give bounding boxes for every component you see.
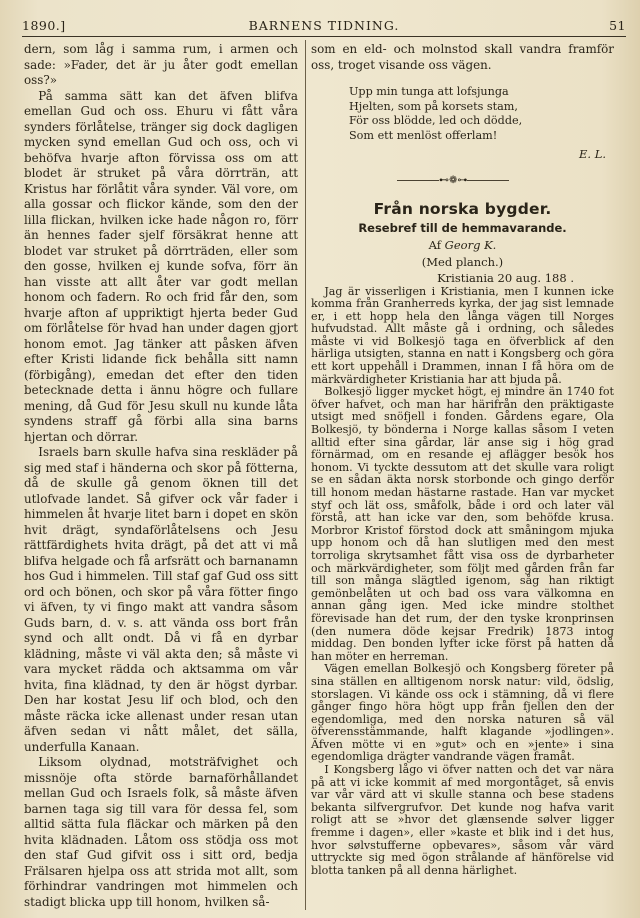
left-column — [24, 42, 298, 910]
paragraph: Bolkesjö ligger mycket högt, ej mindre än 1740 fot öfver hafvet, och man har härifrån den präktigaste utsigt med snöfjell i fonden. Gårdens egare, Ola Bolkesjö, ty bönderna i Norge kallas såsom I veten alltid efter sina gårdar, lär anse sig i hög grad förnärmad, om en resande ej aflägger besök hos honom. Vi tyckte dessutom att det skulle vara roligt se en sådan äkta norsk storbonde och gingo derför till honom medan hästarne rastade. Han var mycket styf och lät oss, småfolk, både i ord och later väl förstå, att han icke var den, som behöfde krusa. Morbror Kristof förstod dock att småningom mjuka upp honom och då han slutligen med den mest torroliga skrytsamhet fått visa oss de dyrbarheter och märkvärdigheter, som följt med gården från far till son många slägtled igenom, såg han riktigt gemönbelåten ut och bad oss vara välkomna en annan gång igen. Med icke mindre stolthet förevisade han det rum, der den tyske kronprinsen (den numera döde kejsar Fredrik) 1873 intog middag. Den bonden lyfter icke först på hatten då han möter en herreman. — [311, 385, 614, 663]
byline-prefix: Af — [428, 237, 441, 252]
article-byline — [311, 237, 614, 254]
page-header — [22, 14, 626, 37]
poem-signature: E. L. — [579, 147, 606, 161]
ornament-rule — [467, 180, 509, 181]
paragraph: Vägen emellan Bolkesjö och Kongsberg företer på sina ställen en alltigenom norsk natur: vild, ödslig, storslagen. Vi kände oss ock i stämning, då vi flere gånger fingo höra högt upp från fjellen den der egendomliga, med den norska naturen så väl öfverensstämmande, halft klagande »jodlingen». Äfven mötte vi en »gut» och en »jente» i sina egendomliga drägter vandrande vägen framåt. — [311, 662, 614, 764]
paragraph: dern, som låg i samma rum, i armen och sade: »Fader, det är ju åter godt emellan oss?» — [24, 42, 298, 87]
poem-line: Som ett menlöst offerlam! — [349, 128, 498, 142]
paragraph: I Kongsberg lågo vi öfver natten och det var nära på att vi icke kommit af med morgontåget, så envis var vår värd att vi skulle stanna och bese stadens bekanta silfvergrufvor. Det kunde nog hafva varit roligt att se »hvor det glænsende sølver ligger fremme i dagen», eller »kaste et blik ind i det hus, hvor sølvstufferne opbevares», såsom vår värd uttryckte sig med ögon strålande af hänförelse vid blotta tanken på all denna härlighet. — [311, 763, 614, 877]
section-ornament — [311, 173, 614, 187]
poem-line: Hjelten, som på korsets stam, — [349, 99, 518, 113]
article-title: Från norska bygder. — [373, 199, 552, 218]
ornament-rule — [397, 180, 439, 181]
poem-line: Upp min tunga att lofsjunga — [349, 85, 509, 98]
paragraph: Israels barn skulle hafva sina reskläder på sig med staf i händerna och skor på fötterna, då de skulle gå genom öknen till det utlofvade landet. Så gifver ock vår fader i himmelen åt hvarje litet barn i dopet en skön hvit drägt, syndaförlåtelsens och Jesu rättfärdighets hvita drägt, på det att vi må blifva helgade och få arfsrätt och barnanamn hos Gud i himmelen. Till staf gaf Gud oss sitt ord och bönen, och skor på våra fötter fingo vi äfven, ty vi fingo makt att vandra såsom Guds barn, d. v. s. att vända oss bort från synd och allt ondt. Då vi få en dyrbar klädning, måste vi väl akta den; så måste vi vara mycket rädda och aktsamma om vår hvita, fina klädnad, ty den är högst dyrbar. Den har kostat Jesu lif och blod, och den måste räcka icke allenast under resan utan äfven sedan vi nått målet, det sälla, underfulla Kanaan. — [24, 445, 298, 754]
illustration-note: (Med planch.) — [421, 254, 504, 269]
article-body — [311, 286, 614, 878]
column-divider — [305, 40, 306, 910]
publication-title: BARNENS TIDNING. — [248, 18, 400, 33]
ornament-glyph: ⊷❁⊶ — [439, 174, 468, 186]
paragraph: som en eld- och molnstod skall vandra framför oss, troget visande oss vägen. — [311, 42, 614, 72]
right-column — [311, 42, 614, 877]
paragraph: Jag är visserligen i Kristiania, men I kunnen icke komma från Granherreds kyrka, der jag sist lemnade er, i ett hopp hela den långa vägen till Norges hufvudstad. Allt måste gå i ordning, och således måste vi vid Bolkesjö taga en öfverblick af den härliga utsigten, stanna en natt i Kongsberg och göra ett kort uppehåll i Drammen, innan I få höra om de märkvärdigheter Kristiania har att bjuda på. — [311, 284, 614, 386]
page-number: 51 — [609, 18, 626, 33]
paragraph: Liksom olydnad, motsträfvighet och missnöje ofta störde barnaförhållandet mellan Gud och Israels folk, så måste äfven barnen taga sig till vara för dessa fel, som alltid sätta fula fläckar och märken på den hvita klädnaden. Låtom oss stödja oss mot den staf Gud gifvit oss i sitt ord, bedja Frälsaren hjelpa oss att strida mot allt, som förhindrar vandringen mot himmelen och stadigt blicka upp till honom, hvilken så- — [24, 755, 298, 909]
poem-line: För oss blödde, led och dödde, — [349, 114, 523, 127]
article-subtitle: Resebref till de hemmavarande. — [358, 220, 567, 235]
author-name: Georg K. — [444, 237, 497, 252]
header-year: 1890.] — [22, 18, 66, 33]
poem — [349, 85, 614, 143]
paragraph: På samma sätt kan det äfven blifva emellan Gud och oss. Ehuru vi fått våra synders förlåtelse, tränger sig dock dagligen mycken synd emellan Gud och oss, och vi behöfva hvarje afton förvissa oss om att blodet är struket på våra dörrträn, att Kristus har förlåtit våra synder. Väl vore, om alla gossar och flickor kände, som den der lilla flickan, hvilken icke hade någon ro, förr än hennes fader sjelf försäkrat henne att blodet var struket på dörrträden, eller som den gosse, hvilken ej kunde sofva, förr än han visste att allt åter var godt mellan honom och fadern. Ro och frid får den, som hvarje afton af uppriktigt hjerta beder Gud om förlåtelse för hvad han under dagen gjort honom emot. Jag tänker att påsken äfven efter Kristi lidande fick behålla sitt namn (förbigång), emedan det efter den tiden betecknade detta i ännu högre och fullare mening, då Gud för Jesu skull nu kunde låta syndens straff gå förbi alla sina barns hjertan och dörrar. — [24, 88, 298, 444]
article-dateline: Kristiania 20 aug. 188 . — [437, 270, 574, 285]
